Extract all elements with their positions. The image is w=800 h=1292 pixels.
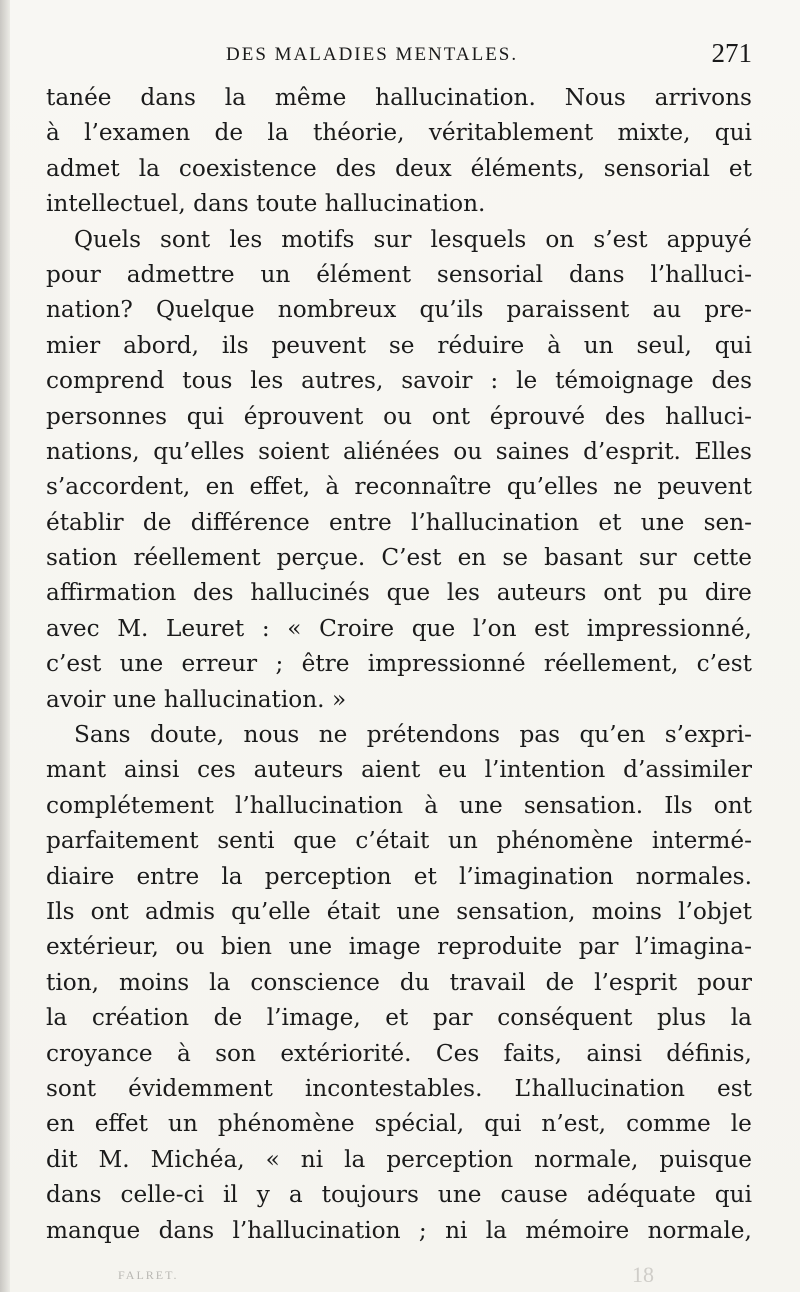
text-line: parfaitement senti que c’était un phénomène intermé- bbox=[46, 827, 752, 855]
text-line: Quels sont les motifs sur lesquels on s’est appuyé bbox=[74, 225, 752, 253]
page-number: 271 bbox=[711, 38, 752, 68]
text-line: intellectuel, dans toute hallucination. bbox=[46, 190, 486, 218]
text-line: affirmation des hallucinés que les auteurs ont pu dire bbox=[46, 579, 752, 607]
text-line: Sans doute, nous ne prétendons pas qu’en s’expri- bbox=[74, 721, 752, 749]
text-line: tanée dans la même hallucination. Nous arrivons bbox=[46, 84, 752, 111]
text-line: dans celle-ci il y a toujours une cause adéquate qui bbox=[46, 1181, 752, 1209]
text-line: comprend tous les autres, savoir : le témoignage des bbox=[46, 367, 752, 395]
text-line: avoir une hallucination. » bbox=[46, 685, 347, 713]
text-line: sation réellement perçue. C’est en se basant sur cette bbox=[46, 544, 752, 572]
text-line: admet la coexistence des deux éléments, sensorial et bbox=[46, 154, 752, 182]
text-line: diaire entre la perception et l’imagination normales. bbox=[46, 862, 752, 890]
text-line: établir de différence entre l’hallucination et une sen- bbox=[46, 508, 752, 536]
signature-mark: FALRET. bbox=[118, 1268, 179, 1282]
body-text bbox=[46, 80, 752, 1248]
page-edge-shadow bbox=[0, 0, 10, 1292]
text-line: avec M. Leuret : « Croire que l’on est impressionné, bbox=[46, 614, 752, 642]
text-line: mier abord, ils peuvent se réduire à un seul, qui bbox=[46, 331, 752, 359]
text-line: manque dans l’hallucination ; ni la mémoire normale, bbox=[46, 1216, 752, 1244]
text-line: personnes qui éprouvent ou ont éprouvé des halluci- bbox=[46, 402, 752, 430]
text-line: à l’examen de la théorie, véritablement mixte, qui bbox=[46, 119, 752, 147]
text-line: extérieur, ou bien une image reproduite par l’imagina- bbox=[46, 933, 752, 961]
text-line: complétement l’hallucination à une sensation. Ils ont bbox=[46, 791, 752, 819]
text-line: Ils ont admis qu’elle était une sensation, moins l’objet bbox=[46, 897, 752, 925]
text-line: croyance à son extériorité. Ces faits, ainsi définis, bbox=[46, 1039, 752, 1067]
text-line: la création de l’image, et par conséquent plus la bbox=[46, 1004, 752, 1032]
text-line: dit M. Michéa, « ni la perception normale, puisque bbox=[46, 1145, 752, 1173]
text-line: c’est une erreur ; être impressionné réellement, c’est bbox=[46, 650, 752, 678]
signature-number: 18 bbox=[632, 1262, 654, 1287]
text-line: nations, qu’elles soient aliénées ou saines d’esprit. Elles bbox=[46, 437, 752, 465]
text-line: pour admettre un élément sensorial dans l’halluci- bbox=[46, 260, 752, 288]
text-line: tion, moins la conscience du travail de l’esprit pour bbox=[46, 968, 752, 996]
page-header bbox=[46, 38, 752, 78]
text-line: nation? Quelque nombreux qu’ils paraissent au pre- bbox=[46, 296, 752, 324]
text-line: en effet un phénomène spécial, qui n’est, comme le bbox=[46, 1110, 752, 1138]
running-head: DES MALADIES MENTALES. bbox=[226, 44, 519, 65]
text-line: sont évidemment incontestables. L’hallucination est bbox=[46, 1074, 752, 1102]
text-line: mant ainsi ces auteurs aient eu l’intention d’assimiler bbox=[46, 756, 752, 784]
text-line: s’accordent, en effet, à reconnaître qu’elles ne peuvent bbox=[46, 473, 752, 501]
